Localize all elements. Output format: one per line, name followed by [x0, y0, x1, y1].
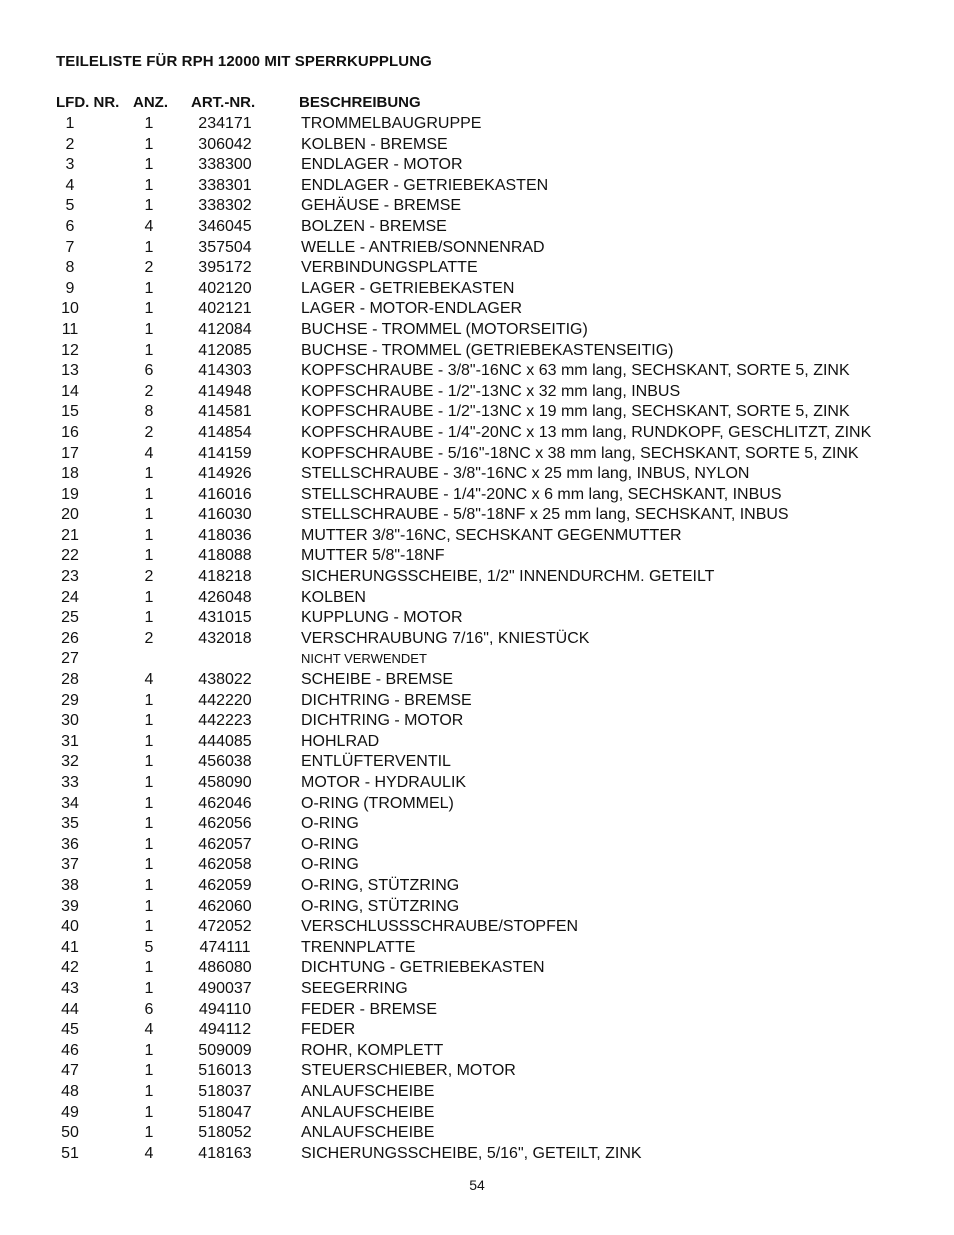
table-row	[0, 444, 954, 465]
row-beschreibung: NICHT VERWENDET	[301, 651, 427, 667]
row-art-nr: 416016	[198, 485, 252, 503]
header-art-nr: ART.-NR.	[191, 94, 256, 111]
row-lfd-nr: 1	[65, 115, 75, 132]
table-row	[0, 876, 954, 897]
row-lfd-nr: 39	[61, 897, 79, 915]
row-anz: 6	[144, 1000, 154, 1018]
row-lfd-nr: 26	[61, 629, 79, 647]
row-lfd-nr: 44	[61, 1000, 79, 1018]
table-row	[0, 938, 954, 959]
row-art-nr: 456038	[198, 753, 252, 771]
table-row	[0, 155, 954, 176]
row-beschreibung: ANLAUFSCHEIBE	[301, 1082, 435, 1100]
row-beschreibung: KOLBEN - BREMSE	[301, 135, 448, 153]
row-art-nr: 414581	[198, 403, 252, 421]
row-beschreibung: FEDER - BREMSE	[301, 1000, 438, 1018]
row-beschreibung: ANLAUFSCHEIBE	[301, 1103, 435, 1121]
table-row	[0, 258, 954, 279]
row-lfd-nr: 47	[61, 1062, 79, 1080]
row-anz: 1	[144, 794, 154, 812]
row-art-nr: 444085	[198, 732, 252, 750]
row-art-nr: 338302	[198, 197, 252, 215]
row-art-nr: 474111	[199, 938, 251, 956]
row-anz: 1	[144, 156, 154, 174]
table-row	[0, 114, 954, 135]
row-beschreibung: O-RING	[301, 835, 359, 853]
row-lfd-nr: 36	[61, 835, 79, 853]
row-anz: 8	[144, 403, 154, 421]
table-row	[0, 546, 954, 567]
row-art-nr: 357504	[198, 238, 252, 256]
row-beschreibung: MUTTER 5/8"-18NF	[301, 547, 445, 565]
row-lfd-nr: 37	[61, 856, 79, 874]
table-row	[0, 382, 954, 403]
row-art-nr: 412085	[198, 341, 252, 359]
row-lfd-nr: 51	[61, 1144, 79, 1162]
table-row	[0, 361, 954, 382]
table-row	[0, 1041, 954, 1062]
row-lfd-nr: 16	[61, 423, 79, 441]
row-lfd-nr: 25	[61, 609, 79, 627]
row-beschreibung: VERSCHRAUBUNG 7/16", KNIESTÜCK	[301, 629, 590, 647]
row-lfd-nr: 18	[61, 465, 79, 483]
row-lfd-nr: 5	[65, 197, 75, 215]
row-art-nr: 458090	[198, 774, 252, 791]
row-anz: 1	[144, 135, 154, 153]
table-row	[0, 711, 954, 732]
row-anz: 1	[144, 506, 154, 524]
row-lfd-nr: 21	[61, 526, 79, 544]
row-art-nr: 462058	[198, 856, 252, 874]
row-beschreibung: STELLSCHRAUBE - 1/4"-20NC x 6 mm lang, SECHSKANT, INBUS	[301, 485, 782, 503]
row-art-nr: 518047	[198, 1103, 252, 1121]
row-lfd-nr: 50	[61, 1124, 79, 1142]
table-row	[0, 1061, 954, 1082]
row-art-nr: 486080	[198, 959, 252, 977]
header-anz: ANZ.	[133, 94, 168, 111]
table-row	[0, 897, 954, 918]
row-beschreibung: BUCHSE - TROMMEL (MOTORSEITIG)	[301, 320, 588, 338]
row-anz: 1	[144, 588, 154, 606]
row-anz: 1	[144, 279, 154, 297]
row-anz: 2	[144, 382, 154, 400]
row-anz: 1	[144, 856, 154, 874]
row-beschreibung: ANLAUFSCHEIBE	[301, 1124, 435, 1142]
row-beschreibung: KUPPLUNG - MOTOR	[301, 609, 463, 627]
row-anz: 1	[144, 897, 154, 915]
row-lfd-nr: 27	[61, 650, 79, 668]
row-lfd-nr: 40	[61, 918, 79, 936]
row-beschreibung: GEHÄUSE - BREMSE	[301, 197, 462, 215]
row-art-nr: 412084	[198, 320, 252, 338]
row-anz: 4	[144, 217, 154, 235]
row-anz: 1	[144, 526, 154, 544]
row-art-nr: 509009	[198, 1041, 252, 1059]
row-lfd-nr: 14	[61, 382, 79, 400]
table-row	[0, 1123, 954, 1144]
row-lfd-nr: 4	[65, 176, 75, 194]
row-lfd-nr: 10	[61, 300, 79, 318]
table-row	[0, 423, 954, 444]
header-beschreibung: BESCHREIBUNG	[299, 94, 421, 111]
row-art-nr: 418218	[198, 568, 252, 586]
table-row	[0, 341, 954, 362]
row-beschreibung: STELLSCHRAUBE - 3/8"-16NC x 25 mm lang, INBUS, NYLON	[301, 465, 750, 483]
row-beschreibung: BUCHSE - TROMMEL (GETRIEBEKASTENSEITIG)	[301, 341, 674, 359]
row-anz: 4	[144, 1021, 154, 1039]
row-anz: 1	[144, 609, 154, 627]
row-anz: 1	[144, 197, 154, 215]
row-beschreibung: STELLSCHRAUBE - 5/8"-18NF x 25 mm lang, SECHSKANT, INBUS	[301, 506, 789, 524]
row-lfd-nr: 41	[61, 938, 79, 956]
row-lfd-nr: 45	[61, 1021, 79, 1039]
row-beschreibung: STEUERSCHIEBER, MOTOR	[301, 1062, 516, 1080]
table-row	[0, 176, 954, 197]
table-row	[0, 135, 954, 156]
row-lfd-nr: 49	[61, 1103, 79, 1121]
row-lfd-nr: 31	[61, 732, 79, 750]
table-row	[0, 1082, 954, 1103]
row-art-nr: 462046	[198, 794, 252, 812]
row-beschreibung: DICHTUNG - GETRIEBEKASTEN	[301, 959, 545, 977]
row-beschreibung: ENDLAGER - MOTOR	[301, 156, 463, 174]
table-row	[0, 320, 954, 341]
row-art-nr: 414854	[198, 423, 252, 441]
table-row	[0, 732, 954, 753]
table-row	[0, 299, 954, 320]
table-row	[0, 196, 954, 217]
row-lfd-nr: 22	[61, 547, 79, 565]
row-art-nr: 431015	[198, 609, 252, 627]
row-beschreibung: SEEGERRING	[301, 979, 408, 997]
header-lfd-nr: LFD. NR.	[56, 94, 120, 111]
row-beschreibung: FEDER	[301, 1021, 356, 1039]
table-row	[0, 649, 954, 670]
row-anz: 4	[144, 1144, 154, 1162]
row-art-nr: 418163	[198, 1144, 252, 1162]
row-art-nr: 395172	[198, 259, 252, 277]
row-lfd-nr: 20	[61, 506, 79, 524]
row-art-nr: 490037	[198, 979, 252, 997]
row-anz: 1	[144, 774, 154, 791]
row-anz: 1	[144, 979, 154, 997]
row-lfd-nr: 35	[61, 815, 79, 833]
row-art-nr: 472052	[198, 918, 252, 936]
row-lfd-nr: 34	[61, 794, 79, 812]
row-art-nr: 442220	[198, 691, 252, 709]
row-art-nr: 306042	[198, 135, 252, 153]
row-art-nr: 414159	[198, 444, 252, 462]
row-beschreibung: BOLZEN - BREMSE	[301, 217, 447, 235]
table-row	[0, 402, 954, 423]
row-anz: 1	[144, 918, 154, 936]
table-row	[0, 238, 954, 259]
row-anz: 1	[144, 876, 154, 894]
row-beschreibung: WELLE - ANTRIEB/SONNENRAD	[301, 238, 545, 256]
row-anz: 1	[144, 176, 154, 194]
row-art-nr: 462056	[198, 815, 252, 833]
row-anz: 1	[144, 320, 154, 338]
row-lfd-nr: 17	[61, 444, 79, 462]
row-art-nr: 518052	[198, 1124, 252, 1142]
row-lfd-nr: 29	[61, 691, 79, 709]
row-anz: 1	[144, 691, 154, 709]
row-anz: 4	[144, 671, 154, 689]
row-lfd-nr: 12	[61, 341, 79, 359]
row-lfd-nr: 42	[61, 959, 79, 977]
row-beschreibung: HOHLRAD	[301, 732, 380, 750]
table-row	[0, 670, 954, 691]
row-beschreibung: O-RING, STÜTZRING	[301, 876, 460, 894]
table-row	[0, 979, 954, 1000]
row-lfd-nr: 19	[61, 485, 79, 503]
row-anz: 1	[144, 732, 154, 750]
row-art-nr: 414303	[198, 362, 252, 380]
row-anz: 1	[144, 547, 154, 565]
row-anz: 1	[144, 1082, 154, 1100]
row-beschreibung: KOPFSCHRAUBE - 3/8"-16NC x 63 mm lang, SECHSKANT, SORTE 5, ZINK	[301, 362, 850, 380]
table-row	[0, 917, 954, 938]
row-art-nr: 494110	[198, 1000, 252, 1018]
row-beschreibung: SICHERUNGSSCHEIBE, 5/16", GETEILT, ZINK	[301, 1144, 642, 1162]
row-beschreibung: KOLBEN	[301, 588, 366, 606]
row-beschreibung: O-RING	[301, 815, 359, 833]
row-beschreibung: LAGER - GETRIEBEKASTEN	[301, 279, 515, 297]
row-anz: 6	[144, 362, 154, 380]
row-beschreibung: O-RING	[301, 856, 359, 874]
row-art-nr: 416030	[198, 506, 252, 524]
row-lfd-nr: 43	[61, 979, 79, 997]
row-art-nr: 346045	[198, 217, 252, 235]
row-beschreibung: KOPFSCHRAUBE - 5/16"-18NC x 38 mm lang, SECHSKANT, SORTE 5, ZINK	[301, 444, 859, 462]
row-anz: 2	[144, 629, 154, 647]
row-beschreibung: SCHEIBE - BREMSE	[301, 671, 454, 689]
row-art-nr: 426048	[198, 588, 252, 606]
row-beschreibung: MUTTER 3/8"-16NC, SECHSKANT GEGENMUTTER	[301, 526, 682, 544]
row-beschreibung: KOPFSCHRAUBE - 1/2"-13NC x 19 mm lang, SECHSKANT, SORTE 5, ZINK	[301, 403, 850, 421]
table-row	[0, 752, 954, 773]
row-anz: 1	[144, 238, 154, 256]
row-art-nr: 402121	[198, 300, 252, 318]
row-beschreibung: MOTOR - HYDRAULIK	[301, 774, 467, 791]
row-anz: 1	[144, 341, 154, 359]
row-art-nr: 414948	[198, 382, 252, 400]
row-art-nr: 442223	[198, 712, 252, 730]
table-row	[0, 485, 954, 506]
row-lfd-nr: 38	[61, 876, 79, 894]
row-lfd-nr: 23	[61, 568, 79, 586]
row-anz: 1	[144, 753, 154, 771]
row-art-nr: 338300	[198, 156, 252, 174]
table-row	[0, 217, 954, 238]
row-anz: 1	[144, 465, 154, 483]
row-lfd-nr: 7	[65, 238, 75, 256]
row-art-nr: 418088	[198, 547, 252, 565]
row-art-nr: 438022	[198, 671, 252, 689]
row-art-nr: 414926	[198, 465, 252, 483]
table-row	[0, 505, 954, 526]
row-beschreibung: TROMMELBAUGRUPPE	[301, 115, 482, 132]
row-anz: 1	[144, 1124, 154, 1142]
row-lfd-nr: 6	[65, 217, 75, 235]
table-row	[0, 691, 954, 712]
row-anz: 1	[144, 115, 154, 132]
row-lfd-nr: 11	[61, 320, 79, 338]
row-lfd-nr: 48	[61, 1082, 79, 1100]
table-row	[0, 814, 954, 835]
row-lfd-nr: 2	[65, 135, 75, 153]
table-row	[0, 608, 954, 629]
row-lfd-nr: 33	[61, 774, 79, 791]
page-number: 54	[469, 1177, 485, 1193]
row-anz: 1	[144, 1041, 154, 1059]
row-anz: 2	[144, 568, 154, 586]
row-beschreibung: LAGER - MOTOR-ENDLAGER	[301, 300, 523, 318]
row-anz: 1	[144, 300, 154, 318]
row-lfd-nr: 46	[61, 1041, 79, 1059]
row-art-nr: 462057	[198, 835, 252, 853]
row-anz: 2	[144, 259, 154, 277]
table-row	[0, 464, 954, 485]
row-beschreibung: TRENNPLATTE	[301, 938, 416, 956]
row-anz: 2	[144, 423, 154, 441]
row-lfd-nr: 8	[65, 259, 75, 277]
row-beschreibung: O-RING (TROMMEL)	[301, 794, 454, 812]
row-beschreibung: O-RING, STÜTZRING	[301, 897, 460, 915]
row-lfd-nr: 24	[61, 588, 79, 606]
table-row	[0, 773, 954, 794]
table-row	[0, 279, 954, 300]
row-art-nr: 418036	[198, 526, 252, 544]
row-lfd-nr: 15	[61, 403, 79, 421]
table-row	[0, 958, 954, 979]
row-anz: 1	[144, 959, 154, 977]
table-row	[0, 855, 954, 876]
row-lfd-nr: 9	[65, 279, 75, 297]
row-art-nr: 432018	[198, 629, 252, 647]
row-beschreibung: ENDLAGER - GETRIEBEKASTEN	[301, 176, 549, 194]
table-row	[0, 526, 954, 547]
parts-list	[0, 114, 954, 1164]
table-row	[0, 588, 954, 609]
row-art-nr: 462059	[198, 876, 252, 894]
table-row	[0, 629, 954, 650]
row-beschreibung: ENTLÜFTERVENTIL	[301, 753, 451, 771]
row-lfd-nr: 32	[61, 753, 79, 771]
row-beschreibung: SICHERUNGSSCHEIBE, 1/2" INNENDURCHM. GETEILT	[301, 568, 715, 586]
table-row	[0, 794, 954, 815]
row-beschreibung: DICHTRING - BREMSE	[301, 691, 472, 709]
row-art-nr: 234171	[198, 115, 252, 132]
row-anz: 1	[144, 485, 154, 503]
row-lfd-nr: 3	[65, 156, 75, 174]
row-lfd-nr: 30	[61, 712, 79, 730]
table-row	[0, 567, 954, 588]
row-beschreibung: KOPFSCHRAUBE - 1/2"-13NC x 32 mm lang, INBUS	[301, 382, 681, 400]
row-anz: 1	[144, 1103, 154, 1121]
row-anz: 1	[144, 835, 154, 853]
row-anz: 1	[144, 1062, 154, 1080]
table-row	[0, 1020, 954, 1041]
row-lfd-nr: 28	[61, 671, 79, 689]
row-beschreibung: ROHR, KOMPLETT	[301, 1041, 444, 1059]
table-row	[0, 1000, 954, 1021]
table-row	[0, 1144, 954, 1165]
row-anz: 4	[144, 444, 154, 462]
row-art-nr: 518037	[198, 1082, 252, 1100]
row-beschreibung: KOPFSCHRAUBE - 1/4"-20NC x 13 mm lang, RUNDKOPF, GESCHLITZT, ZINK	[301, 423, 872, 441]
table-row	[0, 835, 954, 856]
row-anz: 1	[144, 815, 154, 833]
row-lfd-nr: 13	[61, 362, 79, 380]
row-art-nr: 338301	[198, 176, 252, 194]
row-art-nr: 462060	[198, 897, 252, 915]
row-anz: 5	[144, 938, 154, 956]
row-art-nr: 516013	[198, 1062, 252, 1080]
table-row	[0, 1103, 954, 1124]
row-beschreibung: DICHTRING - MOTOR	[301, 712, 464, 730]
row-art-nr: 494112	[198, 1021, 252, 1039]
row-beschreibung: VERBINDUNGSPLATTE	[301, 259, 478, 277]
row-beschreibung: VERSCHLUSSSCHRAUBE/STOPFEN	[301, 918, 579, 936]
page-title: TEILELISTE FÜR RPH 12000 MIT SPERRKUPPLUNG	[56, 53, 432, 70]
row-anz: 1	[144, 712, 154, 730]
row-art-nr: 402120	[198, 279, 252, 297]
